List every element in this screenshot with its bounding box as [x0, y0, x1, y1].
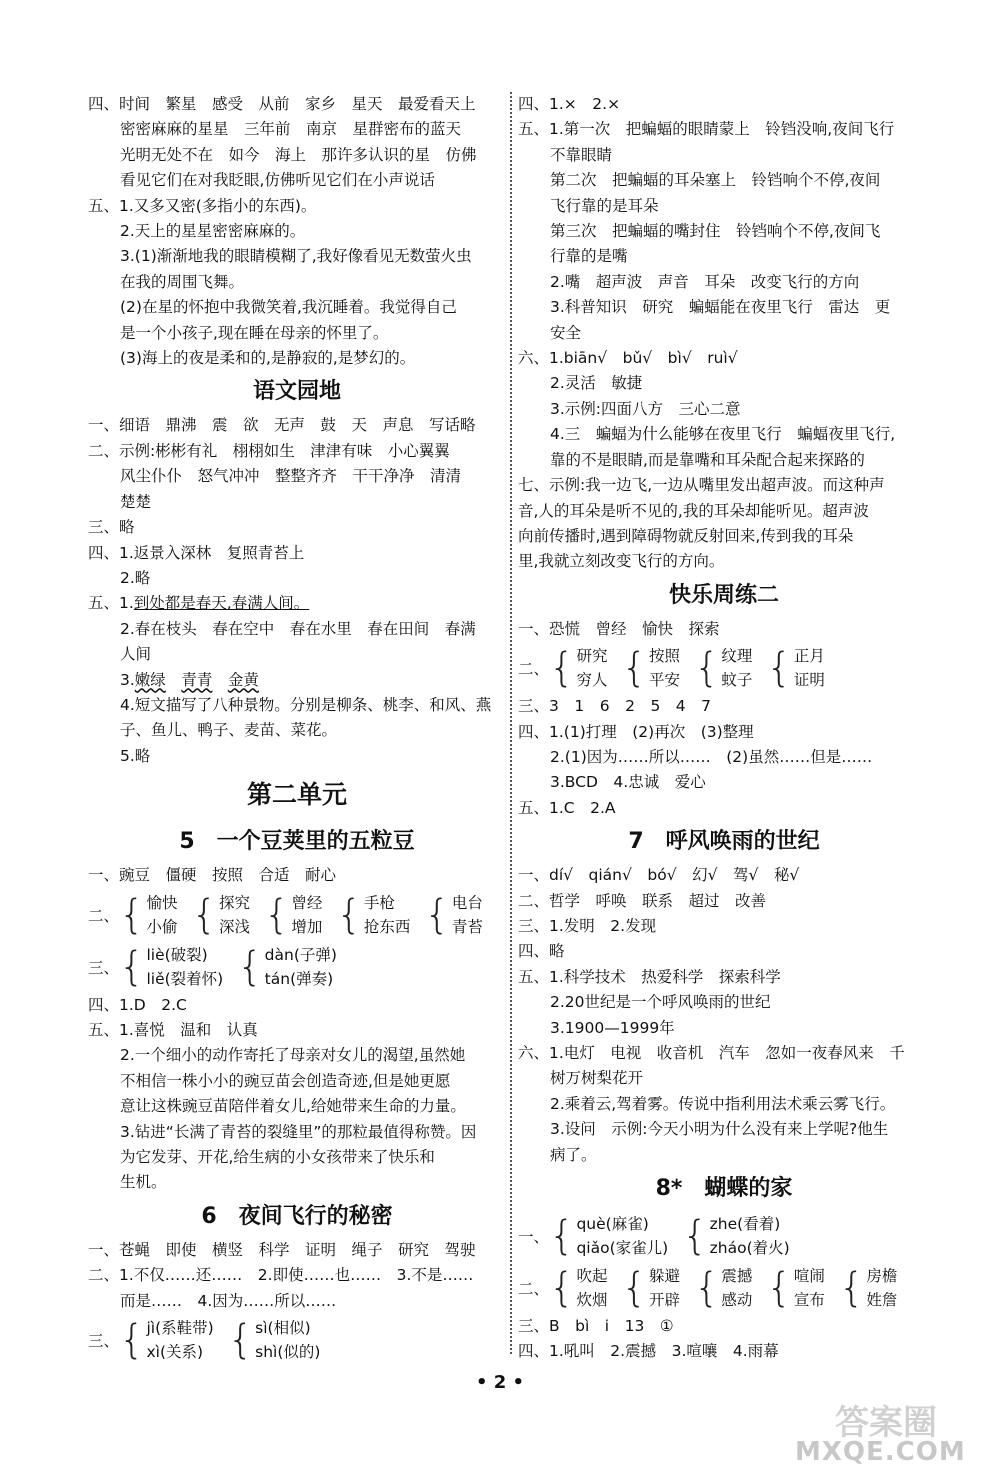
pair-word: dàn(子弹) — [264, 945, 337, 964]
text-line: 五、1.喜悦 温和 认真 — [88, 1020, 258, 1039]
text-line: 3.BCD 4.忠诚 爱心 — [550, 773, 706, 792]
unit-title: 第二单元 — [246, 780, 347, 810]
brace-icon: { — [237, 943, 263, 990]
brace-icon: { — [336, 891, 362, 938]
text-line: 5.略 — [120, 746, 151, 765]
pair-word: 青苔 — [451, 917, 483, 936]
brace-icon: { — [621, 645, 647, 692]
text-line: 三、1.发明 2.发现 — [518, 916, 657, 935]
brace-icon: { — [227, 1317, 254, 1364]
text-line: 一、细语 鼎沸 震 欲 无声 鼓 天 声息 写话略 — [88, 416, 476, 435]
pair-word: 开辟 — [648, 1291, 680, 1310]
pair-word: 证明 — [793, 671, 825, 690]
text-line: 一、恐慌 曾经 愉快 探索 — [518, 619, 720, 638]
text-line: 四、1.(1)打理 (2)再次 (3)整理 — [518, 722, 754, 741]
pair-word: 宣布 — [793, 1291, 825, 1310]
text-line: 2.春在枝头 春在空中 春在水里 春在田间 春满 — [120, 619, 476, 638]
text-line: 二、哲学 呼唤 联系 超过 改善 — [518, 891, 767, 910]
text-line: 一、dí√ qián√ bó√ 幻√ 驾√ 秘√ — [518, 866, 800, 885]
word-pair-group — [119, 943, 223, 991]
pair-word: 手枪 — [363, 893, 395, 912]
word-pair-group — [549, 1264, 607, 1312]
text-line: 楚楚 — [120, 492, 152, 511]
pair-word: 电台 — [451, 893, 483, 912]
pair-word: 姓詹 — [866, 1291, 898, 1310]
pair-word: zháo(着火) — [709, 1239, 790, 1258]
text-line: 光明无处不在 如今 海上 那许多认识的星 仿佛 — [120, 145, 477, 164]
brace-icon: { — [693, 1265, 720, 1312]
brace-icon: { — [549, 1265, 575, 1312]
text-line: 树万树梨花开 — [550, 1069, 644, 1088]
brace-question — [518, 1262, 930, 1314]
text-line: 而是…… 4.因为……所以…… — [120, 1291, 337, 1310]
text-line: 不相信一株小小的豌豆苗会创造奇迹,但是她更愿 — [120, 1071, 451, 1090]
pair-word: 小偷 — [146, 917, 178, 936]
word-pair-group — [336, 891, 410, 939]
pair-word: 抢东西 — [363, 917, 411, 936]
word-pair-group — [766, 644, 824, 692]
pair-word: 探究 — [218, 893, 250, 912]
brace-question — [88, 889, 506, 941]
brace-icon: { — [766, 1265, 792, 1312]
pair-word: 正月 — [793, 647, 825, 666]
text-line: 2.(1)因为……所以…… (2)虽然……但是…… — [550, 747, 873, 766]
text-line: 病了。 — [550, 1145, 597, 1164]
text-line: 风尘仆仆 怒气冲冲 整整齐齐 干干净净 清清 — [120, 467, 462, 486]
question-prefix: 3. — [120, 670, 135, 689]
brace-icon: { — [549, 645, 575, 692]
pair-word: xì(关系) — [146, 1343, 204, 1362]
page-number: • 2 • — [475, 1372, 525, 1393]
text-line: 飞行靠的是耳朵 — [550, 196, 659, 215]
text-line: 行靠的是嘴 — [550, 247, 628, 266]
brace-icon: { — [119, 943, 145, 990]
question-label: 二、 — [518, 1280, 550, 1299]
text-line: 第三次 把蝙蝠的嘴封住 铃铛响个不停,夜间飞 — [550, 222, 881, 241]
brace-question — [518, 642, 930, 694]
text-line: 密密麻麻的星星 三年前 南京 星群密布的蓝天 — [120, 120, 462, 139]
text-line: 3.示例:四面八方 三心二意 — [550, 399, 741, 418]
wavy-word: 金黄 — [227, 670, 259, 689]
word-pair-group — [424, 891, 482, 939]
lesson-8-title: 8* 蝴蝶的家 — [655, 1176, 793, 1202]
text-line: 3.1900—1999年 — [550, 1018, 675, 1037]
word-pair-group — [766, 1264, 824, 1312]
brace-icon: { — [838, 1265, 865, 1312]
brace-icon: { — [766, 645, 792, 692]
pair-word: jì(系鞋带) — [146, 1319, 214, 1338]
pair-word: 吹起 — [576, 1267, 608, 1286]
text-line: 里,我就立刻改变飞行的方向。 — [518, 552, 725, 571]
text-line: 五、1.C 2.A — [518, 798, 616, 817]
text-line: 四、1.D 2.C — [88, 995, 187, 1014]
text-line: 一、豌豆 僵硬 按照 合适 耐心 — [88, 866, 337, 885]
brace-icon: { — [119, 891, 145, 938]
pair-word: 愉快 — [146, 893, 178, 912]
brace-icon: { — [424, 891, 450, 938]
brace-icon: { — [263, 891, 290, 938]
text-line: 七、示例:我一边飞,一边从嘴里发出超声波。而这种声 — [518, 476, 885, 495]
word-pair-group — [682, 1212, 790, 1260]
brace-icon: { — [693, 645, 720, 692]
text-line: 2.天上的星星密密麻麻的。 — [120, 222, 306, 241]
pair-word: 深浅 — [218, 917, 250, 936]
text-line: (2)在星的怀抱中我微笑着,我沉睡着。我觉得自己 — [120, 298, 457, 317]
text-line — [88, 668, 506, 693]
brace-icon: { — [119, 1317, 145, 1364]
text-line: 意让这株豌豆苗陪伴着女儿,给她带来生命的力量。 — [120, 1097, 466, 1116]
text-line: (3)海上的夜是柔和的,是静寂的,是梦幻的。 — [120, 349, 416, 368]
pair-word: 蚊子 — [721, 671, 753, 690]
text-line: 三、3 1 6 2 5 4 7 — [518, 697, 712, 716]
lesson-7-title: 7 呼风唤雨的世纪 — [628, 829, 820, 855]
text-line: 四、1.× 2.× — [518, 95, 621, 113]
text-line: 向前传播时,遇到障碍物就反射回来,传到我的耳朵 — [518, 526, 854, 545]
text-line: 三、B bì i 13 ① — [518, 1317, 674, 1336]
pair-word: shì(似的) — [255, 1343, 321, 1362]
text-line: 四、1.返景入深林 复照青苔上 — [88, 543, 305, 562]
text-line: 3.科普知识 研究 蝙蝠能在夜里飞行 雷达 更 — [550, 298, 891, 317]
left-block2 — [88, 413, 506, 769]
text-line: 六、1.biān√ bǔ√ bì√ ruì√ — [518, 349, 738, 368]
lesson-5-title: 5 一个豆荚里的五粒豆 — [179, 829, 415, 855]
text-line: 子、鱼儿、鸭子、麦苗、菜花。 — [120, 721, 338, 740]
pair-word: liè(破裂) — [146, 945, 208, 964]
text-line: 为它发芽、开花,给生病的小女孩带来了快乐和 — [120, 1148, 435, 1166]
text-line: 2.20世纪是一个呼风唤雨的世纪 — [550, 993, 771, 1012]
pair-word: 穷人 — [576, 671, 608, 690]
text-line: 四、时间 繁星 感受 从前 家乡 星天 最爱看天上 — [88, 95, 476, 113]
pair-word: qiǎo(家雀儿) — [576, 1239, 669, 1258]
brace-question — [518, 1210, 930, 1262]
word-pair-group — [119, 1316, 214, 1364]
text-line: 五、1.第一次 把蝙蝠的眼睛蒙上 铃铛没响,夜间飞行 — [518, 120, 895, 139]
text-line: 二、1.不仅……还…… 2.即使……也…… 3.不是…… — [88, 1266, 474, 1285]
wavy-word: 青青 — [181, 670, 213, 689]
text-line: 生机。 — [120, 1173, 167, 1192]
section-heading-yuwen-yuandi: 语文园地 — [252, 379, 341, 405]
text-line: 2.略 — [120, 568, 151, 587]
pair-word: 研究 — [576, 647, 608, 666]
pair-word: 感动 — [721, 1291, 753, 1310]
word-pair-group — [694, 644, 752, 692]
question-prefix: 五、1. — [88, 594, 134, 613]
watermark-site: MXQE.COM — [795, 1437, 966, 1467]
brace-icon: { — [682, 1213, 708, 1260]
lesson-6-title: 6 夜间飞行的秘密 — [201, 1203, 393, 1229]
text-line: 4.短文描写了八种景物。分别是柳条、桃李、和风、燕 — [120, 695, 492, 714]
left-block1 — [88, 92, 506, 371]
text-line: 六、1.电灯 电视 收音机 汽车 忽如一夜春风来 千 — [518, 1044, 905, 1062]
pair-word: què(麻雀) — [576, 1215, 649, 1234]
watermark — [795, 1395, 985, 1467]
question-label: 一、 — [518, 1228, 550, 1247]
pair-word: 平安 — [648, 671, 680, 690]
word-pair-group — [228, 1316, 321, 1364]
question-label: 三、 — [88, 1332, 120, 1351]
text-line: 四、略 — [518, 942, 565, 961]
text-line: 靠的不是眼睛,而是靠嘴和耳朵配合起来探路的 — [550, 450, 865, 469]
brace-icon: { — [191, 891, 217, 938]
word-pair-group — [549, 1212, 668, 1260]
word-pair-group — [549, 644, 607, 692]
pair-word: 房檐 — [866, 1267, 898, 1286]
pair-word: tán(弹奏) — [264, 969, 334, 988]
brace-question — [88, 941, 506, 993]
text-line: 3.钻进“长满了青苔的裂缝里”的那粒最值得称赞。因 — [120, 1122, 477, 1141]
text-line: 3.(1)渐渐地我的眼睛模糊了,我好像看见无数萤火虫 — [120, 247, 472, 266]
text-line: 2.嘴 超声波 声音 耳朵 改变飞行的方向 — [550, 272, 860, 291]
word-pair-group — [839, 1264, 897, 1312]
brace-icon: { — [549, 1213, 575, 1260]
word-pair-group — [119, 891, 177, 939]
text-line: 四、1.吼叫 2.震撼 3.喧嚷 4.雨幕 — [518, 1342, 779, 1361]
right-column — [518, 92, 930, 1365]
text-line: 看见它们在对我眨眼,仿佛听见它们在小声说话 — [120, 171, 435, 190]
text-line: 第二次 把蝙蝠的耳朵塞上 铃铛响个不停,夜间 — [550, 171, 881, 190]
text-line: 音,人的耳朵是听不见的,我的耳朵却能听见。超声波 — [518, 501, 869, 520]
pair-word: zhe(看着) — [709, 1215, 781, 1234]
text-line: 人间 — [120, 645, 152, 664]
brace-icon: { — [621, 1265, 647, 1312]
word-pair-group — [694, 1264, 752, 1312]
underlined-answer: 到处都是春天,春满人间。 — [133, 594, 310, 613]
text-line: 是一个小孩子,现在睡在母亲的怀里了。 — [120, 323, 389, 342]
question-label: 二、 — [518, 660, 550, 679]
brace-question — [88, 1314, 506, 1366]
pair-word: 炊烟 — [576, 1291, 608, 1310]
text-line: 安全 — [550, 323, 582, 342]
section-heading-weekly-practice: 快乐周练二 — [668, 582, 779, 608]
wavy-word: 嫩绿 — [134, 670, 166, 689]
pair-word: 躲避 — [648, 1267, 680, 1286]
question-label: 二、 — [88, 906, 120, 925]
pair-word: sì(相似) — [255, 1319, 311, 1338]
text-line: 不靠眼睛 — [550, 145, 613, 164]
text-line: 2.乘着云,驾着雾。传说中指利用法术乘云雾飞行。 — [550, 1094, 896, 1113]
text-line — [88, 591, 506, 616]
pair-word: 喧闹 — [793, 1267, 825, 1286]
text-line: 在我的周围飞舞。 — [120, 272, 245, 291]
word-pair-group — [191, 891, 249, 939]
text-line: 一、苍蝇 即使 横竖 科学 证明 绳子 研究 驾驶 — [88, 1240, 476, 1259]
word-pair-group — [621, 1264, 679, 1312]
text-line: 3.设问 示例:今天小明为什么没有来上学呢?他生 — [550, 1120, 889, 1139]
pair-word: liě(裂着怀) — [146, 969, 224, 988]
question-label: 三、 — [88, 958, 120, 977]
text-line: 4.三 蝙蝠为什么能够在夜里飞行 蝙蝠夜里飞行, — [550, 425, 896, 444]
watermark-logo: 答案圈 — [835, 1403, 937, 1443]
text-line: 五、1.又多又密(多指小的东西)。 — [88, 196, 317, 215]
pair-word: 曾经 — [291, 893, 323, 912]
pair-word: 增加 — [291, 917, 323, 936]
text-line: 二、示例:彬彬有礼 栩栩如生 津津有味 小心翼翼 — [88, 441, 450, 460]
text-line: 2.灵活 敏捷 — [550, 374, 643, 393]
word-pair-group — [264, 891, 322, 939]
pair-word: 震撼 — [721, 1267, 753, 1286]
column-divider — [510, 92, 512, 1354]
left-column — [88, 92, 506, 1366]
text-line: 三、略 — [88, 518, 135, 537]
pair-word: 纹理 — [721, 647, 753, 666]
pair-word: 按照 — [648, 647, 680, 666]
word-pair-group — [237, 943, 337, 991]
text-line: 2.一个细小的动作寄托了母亲对女儿的渴望,虽然她 — [120, 1046, 466, 1065]
text-line: 五、1.科学技术 热爱科学 探索科学 — [518, 967, 781, 986]
word-pair-group — [621, 644, 679, 692]
